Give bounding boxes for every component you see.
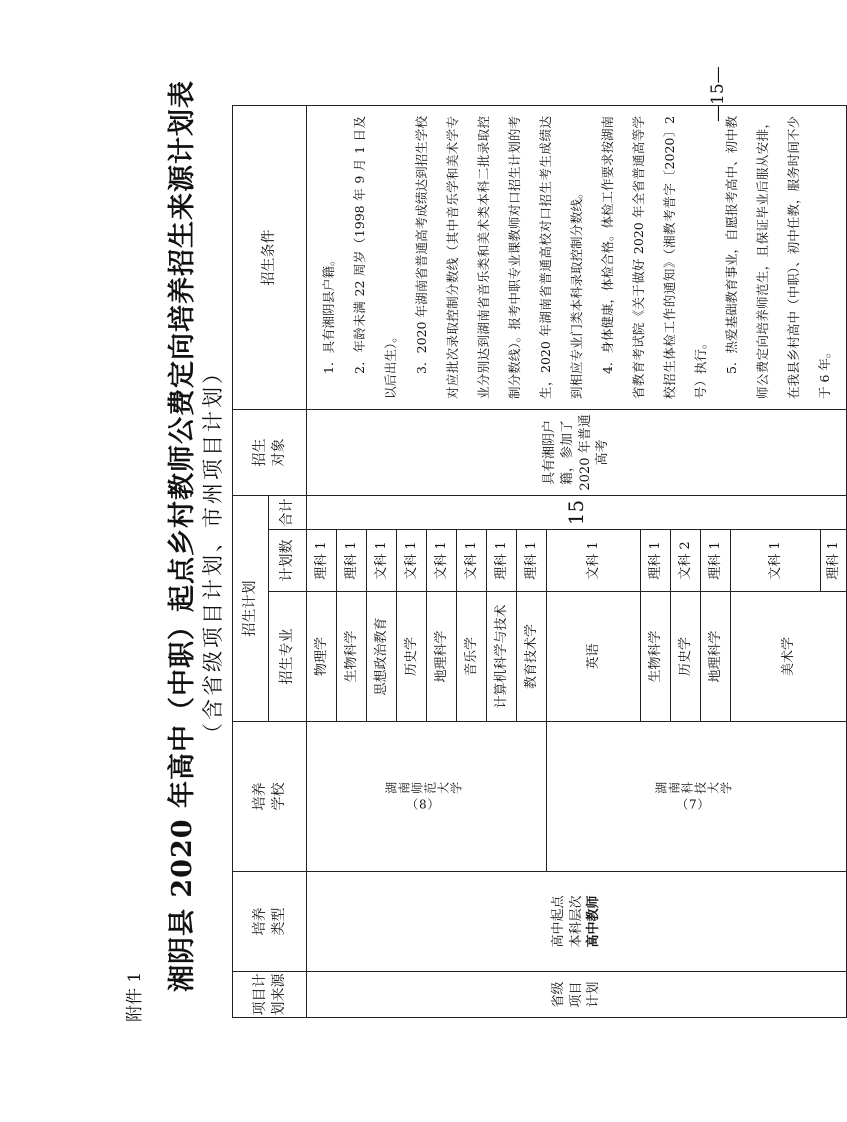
count-cell: 文科 1 [397,530,427,592]
count-cell: 理科 1 [487,530,517,592]
major-cell: 美术学 [731,592,847,722]
condition-item: 2．年龄未满 22 周岁（1998 年 9 月 1 日及以后出生）。 [352,116,398,399]
header-major: 招生专业 [269,592,307,722]
header-conditions: 招生条件 [233,106,307,410]
header-total: 合计 [269,496,307,530]
target-cell: 具有湘阴户籍，参加了 2020 年普通高考 [307,410,847,496]
major-cell: 教育技术学 [517,592,547,722]
condition-item: 4．身体健康，体检合格。体检工作要求按湖南省教育考试院《关于做好 2020 年全省普通高等学校招生体检工作的通知》（湘教考普字〔2020〕2 号）执行。 [600,116,708,399]
count-cell: 文科 1 [457,530,487,592]
major-cell: 思想政治教育 [367,592,397,722]
total-cell: 15 [307,496,847,530]
type-cell: 高中起点 本科层次 高中教师 [307,872,847,972]
school-cell-hunan-sci-tech: 湖南科技大学 （7） [547,722,847,872]
header-target: 招生 对象 [233,410,307,496]
count-cell: 理科 1 [337,530,367,592]
header-plan: 招生计划 [233,496,269,722]
major-cell: 生物科学 [641,592,671,722]
major-cell: 历史学 [671,592,701,722]
condition-item: 3．2020 年湖南省普通高考成绩达到招生学校对应批次录取控制分数线（其中音乐学和美术学专业分别达到湖南省音乐类和美术类本科二批录取控制分数线）。报考中职专业课教师对口招生计划的考生，2020 年湖南省普通高校对口招生考生成绩达到相应专业门类本科录取控制分数线。 [414,116,584,399]
count-cell: 文科 1 [367,530,397,592]
source-cell: 省级 项目 计划 [307,972,847,1018]
header-count: 计划数 [269,530,307,592]
count-cell: 文科 1 [427,530,457,592]
page-title: 湘阴县 2020 年高中（中职）起点乡村教师公费定向培养招生来源计划表 [167,80,198,992]
major-cell: 物理学 [307,592,337,722]
header-source: 项目计 划来源 [233,972,307,1018]
conditions-cell [307,106,847,410]
page-number: —15— [708,66,728,122]
major-cell: 生物科学 [337,592,367,722]
count-cell: 文科 1 [731,530,821,592]
count-cell: 文科 2 [671,530,701,592]
count-cell: 理科 1 [701,530,731,592]
major-cell: 计算机科学与技术 [487,592,517,722]
major-cell: 英语 [547,592,641,722]
school-cell-hunan-normal: 湖南师范大学 （8） [307,722,547,872]
count-cell: 理科 1 [517,530,547,592]
header-school: 培养 学校 [233,722,307,872]
major-cell: 地理科学 [427,592,457,722]
count-cell: 理科 1 [821,530,847,592]
count-cell: 文科 1 [547,530,641,592]
count-cell: 理科 1 [641,530,671,592]
major-cell: 地理科学 [701,592,731,722]
major-cell: 音乐学 [457,592,487,722]
header-type: 培养 类型 [233,872,307,972]
count-cell: 理科 1 [307,530,337,592]
page-subtitle: （含省级项目计划、市州项目计划） [201,360,225,744]
condition-item: 1．具有湘阴县户籍。 [321,253,336,374]
condition-item: 5．热爱基础教育事业，自愿报考高中、初中教师公费定向培养师范生，且保证毕业后服从安排，在我县乡村高中（中职）、初中任教，服务时间不少于 6 年。 [724,116,832,399]
major-cell: 历史学 [397,592,427,722]
plan-table [232,105,847,1018]
annex-label: 附件 1 [125,971,145,1022]
